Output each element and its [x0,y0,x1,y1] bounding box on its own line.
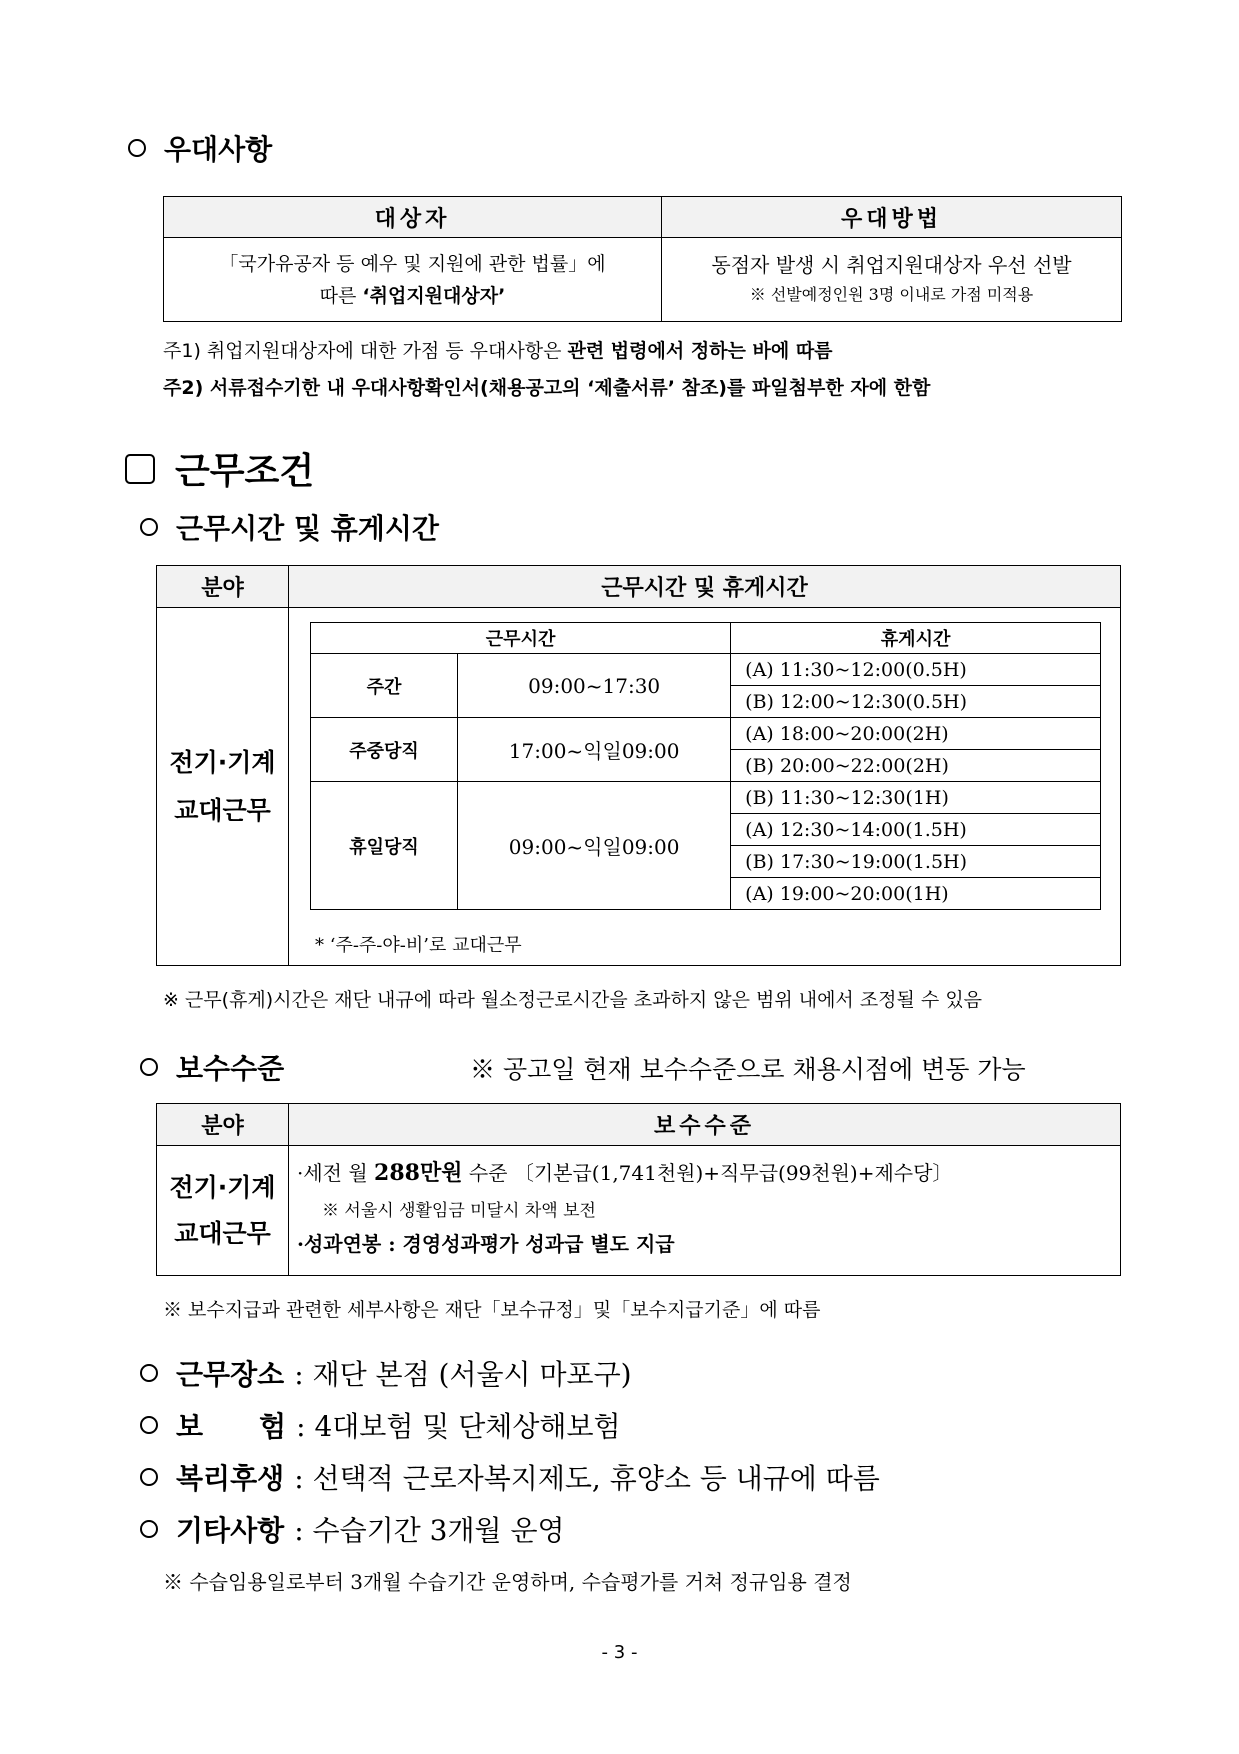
break-time: (B) 12:00~12:30(0.5H) [731,686,1101,718]
header-hours: 근무시간 및 휴게시간 [289,566,1120,608]
shift-table [310,622,1101,910]
pay-table [156,1103,1121,1276]
square-bullet-icon [125,454,155,484]
item-other: 기타사항 : 수습기간 3개월 운영 [140,1509,565,1549]
pay-footnote: ※ 보수지급과 관련한 세부사항은 재단「보수규정」및「보수지급기준」에 따름 [163,1299,821,1321]
circle-bullet-icon [140,1520,158,1538]
page-number: - 3 - [601,1642,638,1663]
break-time: (A) 18:00~20:00(2H) [731,718,1101,750]
pay-line-living-wage: ※ 서울시 생활임금 미달시 차액 보전 [322,1201,596,1221]
header-pay: 보수수준 [289,1104,1120,1146]
shift-name: 휴일당직 [311,782,458,910]
work-hours-footnote: ※ 근무(휴게)시간은 재단 내규에 따라 월소정근로시간을 초과하지 않은 범위 내에서 조정될 수 있음 [163,989,983,1011]
field-cell: 전기·기계 교대근무 [157,608,289,965]
probation-note: ※ 수습임용일로부터 3개월 수습기간 운영하며, 수습평가를 거쳐 정규임용 결정 [163,1570,852,1594]
shift-time: 09:00~17:30 [458,654,731,718]
preferential-note-1: 주1) 취업지원대상자에 대한 가점 등 우대사항은 관련 법령에서 정하는 바에 따름 [163,340,833,362]
target-cell: 「국가유공자 등 예우 및 지원에 관한 법률」에 따른 ‘취업지원대상자’ [164,238,662,322]
shift-time: 17:00~익일09:00 [458,718,731,782]
shift-time: 09:00~익일09:00 [458,782,731,910]
inner-header-work-time: 근무시간 [311,623,731,654]
circle-bullet-icon [140,1468,158,1486]
circle-bullet-icon [140,1364,158,1382]
inner-header-break-time: 휴게시간 [731,623,1101,654]
header-field: 분야 [157,1104,289,1146]
item-insurance: 보 험 : 4대보험 및 단체상해보험 [140,1405,621,1445]
subheading-pay: 보수수준 [140,1047,284,1087]
subheading-work-hours: 근무시간 및 휴게시간 [140,507,439,547]
item-welfare: 복리후생 : 선택적 근로자복지제도, 휴양소 등 내규에 따름 [140,1457,880,1497]
break-time: (B) 17:30~19:00(1.5H) [731,846,1101,878]
circle-bullet-icon [140,518,158,536]
circle-bullet-icon [128,139,146,157]
break-time: (A) 12:30~14:00(1.5H) [731,814,1101,846]
circle-bullet-icon [140,1058,158,1076]
break-time: (B) 20:00~22:00(2H) [731,750,1101,782]
preferential-table [163,196,1122,322]
break-time: (A) 11:30~12:00(0.5H) [731,654,1101,686]
work-hours-table [156,565,1121,966]
circle-bullet-icon [140,1416,158,1434]
method-cell: 동점자 발생 시 취업지원대상자 우선 선발 ※ 선발예정인원 3명 이내로 가점 미적용 [662,238,1122,322]
header-field: 분야 [157,566,289,608]
rotation-note: * ‘주-주-야-비’로 교대근무 [315,935,522,956]
shift-name: 주간 [311,654,458,718]
break-time: (B) 11:30~12:30(1H) [731,782,1101,814]
pay-side-note: ※ 공고일 현재 보수수준으로 채용시점에 변동 가능 [470,1055,1026,1084]
preferential-note-2: 주2) 서류접수기한 내 우대사항확인서(채용공고의 ‘제출서류’ 참조)를 파일첨부한 자에 한함 [163,377,931,399]
section-heading-work-conditions: 근무조건 [125,443,314,494]
shift-name: 주중당직 [311,718,458,782]
field-cell: 전기·기계 교대근무 [157,1146,289,1275]
section-heading-preferential: 우대사항 [128,128,272,168]
header-target: 대상자 [164,197,662,238]
break-time: (A) 19:00~20:00(1H) [731,878,1101,910]
item-workplace: 근무장소 : 재단 본점 (서울시 마포구) [140,1353,632,1393]
pay-line-base: ·세전 월 288만원 수준 〔기본급(1,741천원)+직무급(99천원)+제수당〕 [297,1160,953,1186]
pay-line-performance: ·성과연봉 : 경영성과평가 성과급 별도 지급 [297,1232,675,1256]
header-method: 우대방법 [662,197,1122,238]
